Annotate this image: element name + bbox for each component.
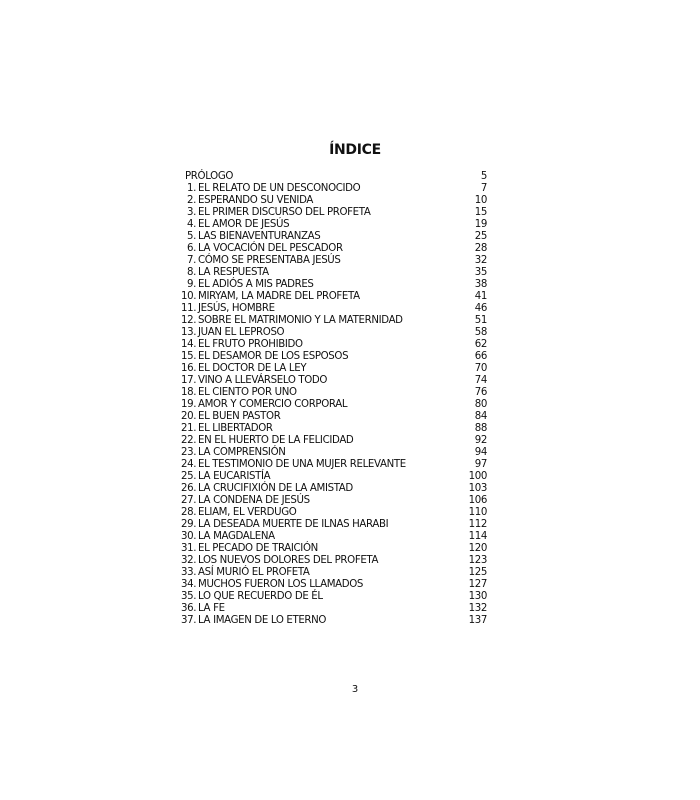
toc-entry-title: EL DESAMOR DE LOS ESPOSOS — [198, 351, 349, 362]
toc-entry — [181, 579, 487, 591]
toc-entry-page: 92 — [474, 435, 487, 446]
toc-entry-title: MIRYAM, LA MADRE DEL PROFETA — [198, 291, 360, 302]
toc-entry-number: 24. — [181, 459, 197, 470]
toc-entry-title: LA MAGDALENA — [198, 531, 275, 542]
toc-entry-title: EL DOCTOR DE LA LEY — [198, 363, 307, 374]
toc-entry-page: 120 — [468, 543, 487, 554]
toc-entry-page: 106 — [468, 495, 487, 506]
toc-entry — [181, 603, 487, 615]
toc-entry-title: LA RESPUESTA — [198, 267, 269, 278]
table-of-contents — [181, 171, 487, 627]
toc-entry — [181, 219, 487, 231]
toc-entry-page: 132 — [468, 603, 487, 614]
toc-entry-number: 16. — [181, 363, 197, 374]
toc-entry-number: 14. — [181, 339, 197, 350]
toc-entry-page: 58 — [474, 327, 487, 338]
toc-entry-page: 28 — [474, 243, 487, 254]
toc-entry — [181, 351, 487, 363]
toc-entry-title: LOS NUEVOS DOLORES DEL PROFETA — [198, 555, 379, 566]
toc-entry-title: MUCHOS FUERON LOS LLAMADOS — [198, 579, 364, 590]
toc-entry-number: 34. — [181, 579, 197, 590]
toc-entry-title: EL TESTIMONIO DE UNA MUJER RELEVANTE — [198, 459, 406, 470]
toc-entry — [181, 315, 487, 327]
toc-entry-title: EL LIBERTADOR — [198, 423, 273, 434]
toc-entry — [181, 339, 487, 351]
page-title: ÍNDICE — [329, 142, 381, 158]
toc-entry-page: 110 — [468, 507, 487, 518]
toc-entry-title: ASÍ MURIÓ EL PROFETA — [198, 567, 310, 578]
toc-entry-number: 37. — [181, 615, 197, 626]
toc-entry-title: CÓMO SE PRESENTABA JESÚS — [198, 255, 341, 266]
toc-entry-page: 66 — [474, 351, 487, 362]
toc-entry-page: 112 — [468, 519, 487, 530]
toc-entry-page: 7 — [480, 183, 487, 194]
toc-entry-number: 26. — [181, 483, 197, 494]
toc-entry — [181, 327, 487, 339]
toc-entry-title: ELIAM, EL VERDUGO — [198, 507, 297, 518]
toc-entry-page: 10 — [474, 195, 487, 206]
toc-entry-page: 46 — [474, 303, 487, 314]
toc-entry — [181, 447, 487, 459]
toc-entry-page: 137 — [468, 615, 487, 626]
toc-entry-title: LA EUCARISTÍA — [198, 471, 271, 482]
toc-entry — [181, 411, 487, 423]
toc-entry-page: 15 — [474, 207, 487, 218]
toc-entry-title: EL PECADO DE TRAICIÓN — [198, 543, 318, 554]
toc-entry-number: 9. — [186, 279, 196, 290]
toc-entry-number: 27. — [181, 495, 197, 506]
toc-entry-page: 103 — [468, 483, 487, 494]
toc-entry — [181, 519, 487, 531]
toc-entry — [181, 399, 487, 411]
toc-entry — [181, 507, 487, 519]
toc-entry — [181, 255, 487, 267]
toc-entry — [181, 387, 487, 399]
toc-entry-number: 8. — [186, 267, 196, 278]
toc-entry — [181, 195, 487, 207]
toc-entry-number: 25. — [181, 471, 197, 482]
toc-entry — [181, 423, 487, 435]
toc-entry-title: LA COMPRENSIÓN — [198, 447, 286, 458]
toc-entry-number: 35. — [181, 591, 197, 602]
toc-entry-page: 88 — [474, 423, 487, 434]
toc-entry — [181, 471, 487, 483]
toc-entry-number: 33. — [181, 567, 197, 578]
toc-entry-number: 18. — [181, 387, 197, 398]
toc-entry-number: 22. — [181, 435, 197, 446]
toc-entry — [181, 267, 487, 279]
toc-entry — [181, 531, 487, 543]
toc-entry-number: 30. — [181, 531, 197, 542]
toc-entry-page: 5 — [480, 171, 487, 182]
toc-entry-page: 76 — [474, 387, 487, 398]
toc-entry-number: 28. — [181, 507, 197, 518]
toc-entry-page: 62 — [474, 339, 487, 350]
toc-entry-number: 31. — [181, 543, 197, 554]
toc-entry — [181, 435, 487, 447]
toc-entry — [181, 303, 487, 315]
toc-entry-page: 114 — [468, 531, 487, 542]
toc-entry-page: 38 — [474, 279, 487, 290]
toc-entry-title: LA VOCACIÓN DEL PESCADOR — [198, 243, 343, 254]
toc-entry-title: LA IMAGEN DE LO ETERNO — [198, 615, 327, 626]
toc-entry — [181, 495, 487, 507]
toc-entry-number: 3. — [186, 207, 196, 218]
toc-entry — [181, 375, 487, 387]
toc-entry-page: 19 — [474, 219, 487, 230]
toc-entry-number: 21. — [181, 423, 197, 434]
toc-entry-title: LAS BIENAVENTURANZAS — [198, 231, 321, 242]
toc-entry — [181, 543, 487, 555]
toc-entry — [181, 207, 487, 219]
toc-entry — [181, 459, 487, 471]
toc-entry-number: 29. — [181, 519, 197, 530]
toc-entry-page: 97 — [474, 459, 487, 470]
toc-entry — [181, 231, 487, 243]
toc-entry-title: LO QUE RECUERDO DE ÉL — [198, 591, 323, 602]
toc-entry — [181, 171, 487, 183]
toc-entry-page: 41 — [474, 291, 487, 302]
toc-entry-title: VINO A LLEVÁRSELO TODO — [198, 375, 328, 386]
toc-entry-page: 127 — [468, 579, 487, 590]
toc-entry-title: LA DESEADA MUERTE DE ILNAS HARABI — [198, 519, 389, 530]
toc-entry-number: 4. — [186, 219, 196, 230]
toc-entry — [181, 555, 487, 567]
toc-entry-page: 94 — [474, 447, 487, 458]
toc-entry-title: JUAN EL LEPROSO — [198, 327, 285, 338]
toc-entry-number: 13. — [181, 327, 197, 338]
toc-entry-title: EL CIENTO POR UNO — [198, 387, 297, 398]
toc-entry-number: 6. — [186, 243, 196, 254]
toc-entry-number: 11. — [181, 303, 197, 314]
toc-entry-number: 10. — [181, 291, 197, 302]
toc-entry-page: 32 — [474, 255, 487, 266]
toc-entry-title: AMOR Y COMERCIO CORPORAL — [198, 399, 348, 410]
toc-entry — [181, 183, 487, 195]
toc-entry — [181, 567, 487, 579]
toc-entry-number: 32. — [181, 555, 197, 566]
toc-entry-number: 23. — [181, 447, 197, 458]
toc-entry — [181, 279, 487, 291]
page-number: 3 — [351, 684, 359, 695]
toc-entry-title: ESPERANDO SU VENIDA — [198, 195, 314, 206]
toc-entry-page: 35 — [474, 267, 487, 278]
toc-entry — [181, 483, 487, 495]
toc-entry-page: 70 — [474, 363, 487, 374]
toc-entry-title: LA CRUCIFIXIÓN DE LA AMISTAD — [198, 483, 353, 494]
toc-entry-page: 130 — [468, 591, 487, 602]
toc-entry-title: LA CONDENA DE JESÚS — [198, 495, 310, 506]
toc-entry-number: 20. — [181, 411, 197, 422]
toc-entry-title: PRÓLOGO — [185, 171, 234, 182]
toc-entry — [181, 243, 487, 255]
toc-entry-title: EL AMOR DE JESÚS — [198, 219, 290, 230]
toc-entry-title: EL BUEN PASTOR — [198, 411, 281, 422]
toc-entry-page: 51 — [474, 315, 487, 326]
toc-entry-number: 36. — [181, 603, 197, 614]
toc-entry-number: 1. — [186, 183, 196, 194]
toc-entry-page: 123 — [468, 555, 487, 566]
toc-entry-number: 7. — [186, 255, 196, 266]
toc-entry-page: 74 — [474, 375, 487, 386]
toc-entry-number: 2. — [186, 195, 196, 206]
toc-entry-number: 15. — [181, 351, 197, 362]
toc-entry-title: LA FE — [198, 603, 225, 614]
toc-entry-title: SOBRE EL MATRIMONIO Y LA MATERNIDAD — [198, 315, 403, 326]
toc-entry-page: 25 — [474, 231, 487, 242]
toc-entry-number: 17. — [181, 375, 197, 386]
toc-entry-title: EL FRUTO PROHIBIDO — [198, 339, 303, 350]
toc-entry-title: JESÚS, HOMBRE — [198, 303, 275, 314]
toc-entry — [181, 363, 487, 375]
toc-entry-title: EL ADIÓS A MIS PADRES — [198, 279, 314, 290]
toc-entry-page: 84 — [474, 411, 487, 422]
toc-entry-number: 12. — [181, 315, 197, 326]
toc-entry-title: EL RELATO DE UN DESCONOCIDO — [198, 183, 361, 194]
toc-entry-title: EN EL HUERTO DE LA FELICIDAD — [198, 435, 354, 446]
toc-entry — [181, 591, 487, 603]
toc-entry-page: 100 — [468, 471, 487, 482]
toc-entry — [181, 615, 487, 627]
toc-entry-number: 19. — [181, 399, 197, 410]
toc-entry-page: 125 — [468, 567, 487, 578]
toc-entry-title: EL PRIMER DISCURSO DEL PROFETA — [198, 207, 371, 218]
toc-entry — [181, 291, 487, 303]
toc-entry-number: 5. — [186, 231, 196, 242]
toc-entry-page: 80 — [474, 399, 487, 410]
